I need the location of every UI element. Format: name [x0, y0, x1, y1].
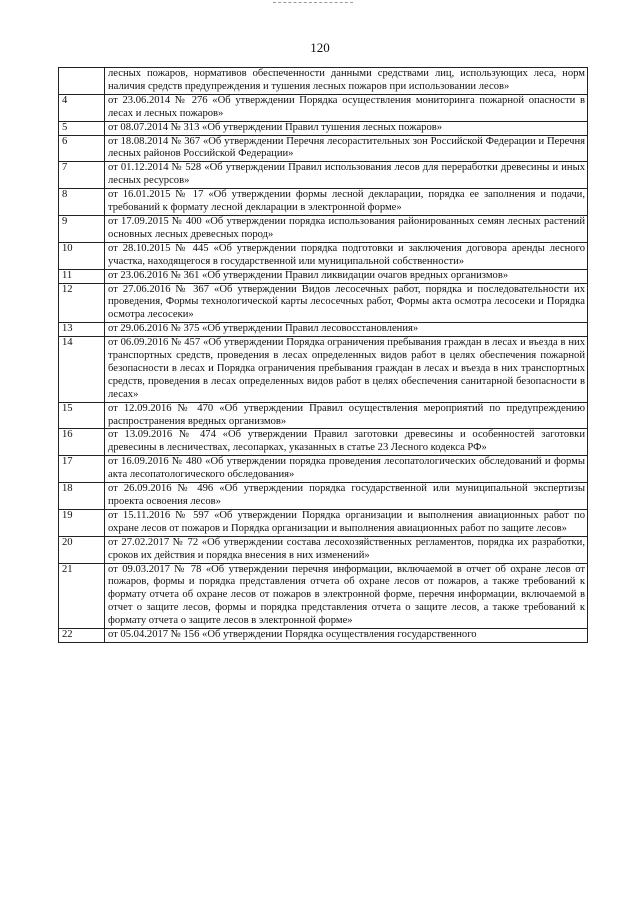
row-number-cell	[59, 68, 105, 95]
row-text-cell: от 27.06.2016 № 367 «Об утверждении Видов лесосечных работ, порядка и последовательности их проведения, Формы технологической карты лесосечных работ, Формы акта осмотра лесосеки и Порядка осмотра лесосеки»	[105, 283, 588, 323]
row-text-cell: от 06.09.2016 № 457 «Об утверждении Порядка ограничения пребывания граждан в лесах и въезда в них транспортных средств, проведения в лесах определенных видов работ в целях обеспечения пожарной безопасности в лесах и Порядка ограничения пребывания граждан в лесах и въезда в них транспортных средств, проведения в лесах определенных видов работ в целях обеспечения санитарной безопасности в лесах»	[105, 337, 588, 403]
row-number-cell: 22	[59, 629, 105, 643]
table-row	[59, 629, 588, 643]
orders-table-body	[59, 68, 588, 643]
row-number-cell: 10	[59, 242, 105, 269]
row-number-cell: 14	[59, 337, 105, 403]
row-number-cell: 13	[59, 323, 105, 337]
table-row	[59, 68, 588, 95]
row-text-cell: от 09.03.2017 № 78 «Об утверждении перечня информации, включаемой в отчет об охране лесов от пожаров, формы и порядка представления отчета об охране лесов от пожаров, а также требований к формату отчета об охране лесов от пожаров в электронной форме, перечня информации, включаемой в отчет о защите лесов, формы и порядка представления отчета о защите лесов, а также требований к формату отчета о защите лесов в электронной форме»	[105, 563, 588, 629]
table-row	[59, 536, 588, 563]
row-text-cell: от 12.09.2016 № 470 «Об утверждении Правил осуществления мероприятий по предупреждению распространения вредных организмов»	[105, 402, 588, 429]
row-text-cell: от 16.09.2016 № 480 «Об утверждении порядка проведения лесопатологических обследований и формы акта лесопатологического обследования»	[105, 456, 588, 483]
row-text-cell: от 28.10.2015 № 445 «Об утверждении порядка подготовки и заключения договора аренды лесного участка, находящегося в государственной или муниципальной собственности»	[105, 242, 588, 269]
row-text-cell: от 26.09.2016 № 496 «Об утверждении порядка государственной или муниципальной экспертизы проекта освоения лесов»	[105, 483, 588, 510]
row-number-cell: 8	[59, 189, 105, 216]
table-row	[59, 94, 588, 121]
row-number-cell: 12	[59, 283, 105, 323]
row-text-cell: от 18.08.2014 № 367 «Об утверждении Перечня лесорастительных зон Российской Федерации и Перечня лесных районов Российской Федерации»	[105, 135, 588, 162]
table-row	[59, 135, 588, 162]
row-number-cell: 20	[59, 536, 105, 563]
page-number: 120	[310, 40, 330, 55]
row-text-cell: от 01.12.2014 № 528 «Об утверждении Правил использования лесов для переработки древесины и иных лесных ресурсов»	[105, 162, 588, 189]
row-number-cell: 19	[59, 509, 105, 536]
table-row	[59, 269, 588, 283]
row-number-cell: 18	[59, 483, 105, 510]
table-row	[59, 215, 588, 242]
orders-table	[58, 67, 588, 643]
row-number-cell: 16	[59, 429, 105, 456]
table-row	[59, 283, 588, 323]
row-number-cell: 11	[59, 269, 105, 283]
row-number-cell: 9	[59, 215, 105, 242]
table-row	[59, 162, 588, 189]
row-text-cell: лесных пожаров, нормативов обеспеченности данными средствами лиц, использующих леса, норм наличия средств предупреждения и тушения лесных пожаров при использовании лесов»	[105, 68, 588, 95]
row-number-cell: 6	[59, 135, 105, 162]
row-number-cell: 17	[59, 456, 105, 483]
table-row	[59, 429, 588, 456]
row-text-cell: от 23.06.2016 № 361 «Об утверждении Правил ликвидации очагов вредных организмов»	[105, 269, 588, 283]
table-row	[59, 323, 588, 337]
table-row	[59, 121, 588, 135]
row-number-cell: 7	[59, 162, 105, 189]
row-text-cell: от 27.02.2017 № 72 «Об утверждении состава лесохозяйственных регламентов, порядка их разработки, сроков их действия и порядка внесения в них изменений»	[105, 536, 588, 563]
row-number-cell: 21	[59, 563, 105, 629]
top-margin-mark	[273, 2, 353, 6]
row-text-cell: от 23.06.2014 № 276 «Об утверждении Порядка осуществления мониторинга пожарной опасности в лесах и лесных пожаров»	[105, 94, 588, 121]
row-number-cell: 5	[59, 121, 105, 135]
row-text-cell: от 16.01.2015 № 17 «Об утверждении формы лесной декларации, порядка ее заполнения и подачи, требований к формату лесной декларации в электронной форме»	[105, 189, 588, 216]
row-number-cell: 4	[59, 94, 105, 121]
row-text-cell: от 13.09.2016 № 474 «Об утверждении Правил заготовки древесины и особенностей заготовки древесины в лесничествах, лесопарках, указанных в статье 23 Лесного кодекса РФ»	[105, 429, 588, 456]
table-row	[59, 337, 588, 403]
row-text-cell: от 17.09.2015 № 400 «Об утверждении порядка использования районированных семян лесных растений основных лесных древесных пород»	[105, 215, 588, 242]
row-text-cell: от 05.04.2017 № 156 «Об утверждении Порядка осуществления государственного	[105, 629, 588, 643]
table-row	[59, 242, 588, 269]
table-row	[59, 456, 588, 483]
table-row	[59, 509, 588, 536]
row-text-cell: от 08.07.2014 № 313 «Об утверждении Правил тушения лесных пожаров»	[105, 121, 588, 135]
row-number-cell: 15	[59, 402, 105, 429]
table-row	[59, 402, 588, 429]
table-row	[59, 189, 588, 216]
table-row	[59, 563, 588, 629]
row-text-cell: от 29.06.2016 № 375 «Об утверждении Правил лесовосстановления»	[105, 323, 588, 337]
table-row	[59, 483, 588, 510]
row-text-cell: от 15.11.2016 № 597 «Об утверждении Порядка организации и выполнения авиационных работ по охране лесов от пожаров и Порядка организации и выполнения авиационных работ по защите лесов»	[105, 509, 588, 536]
